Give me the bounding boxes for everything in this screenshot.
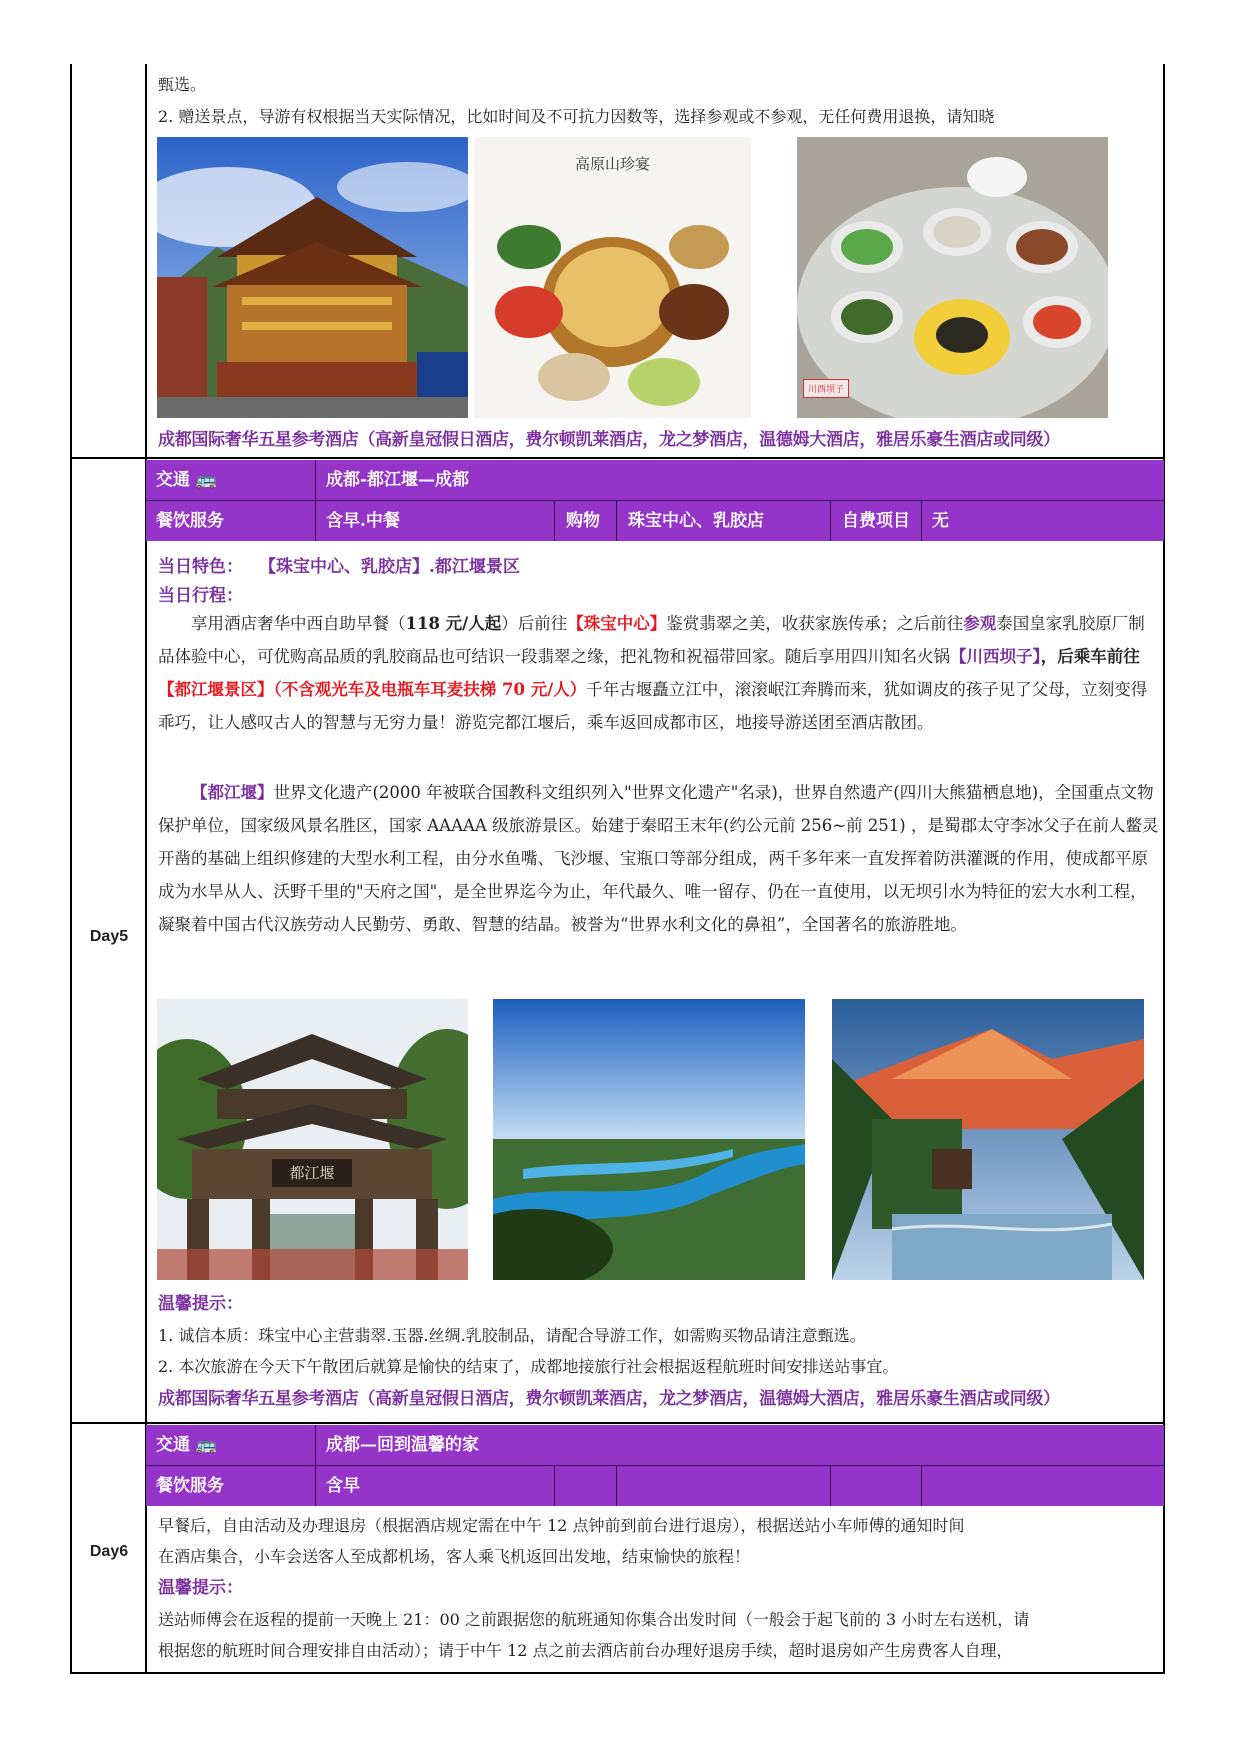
itinerary-text: 享用酒店奢华中西自助早餐（ (191, 614, 406, 633)
bar-separator (830, 501, 831, 541)
day6-transport-value: 成都—回到温馨的家 (326, 1435, 479, 1455)
bar-separator (921, 1466, 922, 1506)
table-border-bottom (70, 1672, 1165, 1674)
day5-label: Day5 (89, 928, 129, 945)
day6-tips-label: 温馨提示： (158, 1578, 243, 1598)
continuation-text-2: 2. 赠送景点，导游有权根据当天实际情况，比如时间及不可抗力因数等，选择参观或不参观，无任何费用退换，请知晓 (158, 107, 995, 126)
bar-separator (554, 501, 555, 541)
day5-meal-label: 餐饮服务 (156, 511, 224, 531)
food-photo-1 (474, 137, 751, 418)
day5-optional-value: 无 (932, 511, 949, 531)
dujiangyan-highlight: 【都江堰景区】（不含观光车及电瓶车耳麦扶梯 70 元/人） (158, 680, 587, 699)
hotel-note: 成都国际奢华五星参考酒店（高新皇冠假日酒店，费尔顿凯莱酒店，龙之梦酒店，温德姆大酒店，雅居乐豪生酒店或同级） (158, 1389, 1060, 1409)
day6-meal-bar (146, 1466, 1164, 1506)
day5-itinerary-paragraph (158, 607, 1160, 739)
dujiangyan-gate-photo (157, 999, 468, 1280)
day5-transport-value: 成都-都江堰—成都 (326, 470, 470, 490)
day5-transport-bar (146, 460, 1164, 500)
continuation-text-1: 甄选。 (158, 75, 207, 94)
restaurant-stamp: 川西坝子 (803, 379, 849, 398)
visit-highlight: 参观 (963, 614, 997, 633)
description-text: 世界文化遗产(2000 年被联合国教科文组织列入"世界文化遗产"名录)，世界自然遗产(四川大熊猫栖息地)，全国重点文物保护单位，国家级风景名胜区，国家 AAAAA 级旅游景区。始建于秦昭王末年(约公元前 256~前 251) ，是蜀郡太守李冰父子在前人鳖灵开凿的基础上组织修建的大型水利工程，由分水鱼嘴、飞沙堰、宝瓶口等部分组成，两千多年来一直发挥着防洪灌溉的作用，使成都平原成为水旱从人、沃野千里的"天府之国"，是全世界迄今为止，年代最久、唯一留存、仍在一直使用，以无坝引水为特征的宏大水利工程，凝聚着中国古代汉族劳动人民勤劳、勇敢、智慧的结晶。被誉为“世界水利文化的鼻祖”，全国著名的旅游胜地。 (158, 783, 1159, 934)
row-divider-day6 (70, 1422, 1165, 1424)
day5-tip-2: 2. 本次旅游在今天下午散团后就算是愉快的结束了，成都地接旅行社会根据返程航班时间安排送站事宜。 (158, 1357, 899, 1376)
day6-transport-label: 交通 🚌 (156, 1435, 218, 1455)
day5-feature (158, 552, 520, 577)
day6-tip-line-2: 根据您的航班时间合理安排自由活动）；请于中午 12 点之前去酒店前台办理好退房手续，超时退房如产生房费客人自理， (158, 1641, 1013, 1660)
feature-label: 当日特色： (158, 557, 243, 577)
sunset-mountain-photo (832, 999, 1144, 1280)
day6-label: Day6 (89, 1543, 129, 1560)
bar-separator (921, 501, 922, 541)
jewelry-center-highlight: 【珠宝中心】 (567, 614, 667, 633)
itinerary-text: 泰国皇家乳胶原厂制品体验中心，可优购高品质的乳胶商品也可结识一段翡翠之缘，把礼物和祝福带回家。随后享用四川知名火锅 (158, 614, 1145, 666)
bar-separator (315, 460, 316, 500)
dujiangyan-description (158, 776, 1160, 941)
feature-value: 【珠宝中心、乳胶店】.都江堰景区 (259, 557, 520, 577)
day5-transport-label: 交通 🚌 (156, 470, 218, 490)
bar-separator (315, 1466, 316, 1506)
river-aerial-photo (493, 999, 805, 1280)
hotpot-highlight: 【川西坝子】 (950, 647, 1041, 666)
day6-line-2: 在酒店集合，小车会送客人至成都机场，客人乘飞机返回出发地，结束愉快的旅程！ (158, 1547, 751, 1566)
itinerary-text: ）后前往 (501, 614, 568, 633)
day5-meal-value: 含早.中餐 (326, 511, 400, 531)
bar-separator (830, 1466, 831, 1506)
day5-shop-label: 购物 (566, 511, 600, 531)
table-border-left (70, 64, 72, 1674)
bar-separator (616, 501, 617, 541)
hotel-note: 成都国际奢华五星参考酒店（高新皇冠假日酒店，费尔顿凯莱酒店，龙之梦酒店，温德姆大酒店，雅居乐豪生酒店或同级） (158, 430, 1060, 450)
temple-photo (157, 137, 468, 418)
day6-transport-bar (146, 1425, 1164, 1465)
bar-separator (315, 501, 316, 541)
food-caption: 高原山珍宴 (574, 155, 650, 173)
bar-separator (315, 1425, 316, 1465)
day6-meal-value: 含早 (326, 1476, 360, 1496)
itinerary-text: ，后乘车前往 (1040, 647, 1140, 666)
day5-shop-value: 珠宝中心、乳胶店 (628, 511, 764, 531)
dujiangyan-title: 【都江堰】 (191, 783, 274, 802)
bus-icon: 🚌 (195, 470, 218, 490)
bar-separator (616, 1466, 617, 1506)
itinerary-text: 千年古堰矗立江中，滚滚岷江奔腾而来，犹如调皮的孩子见了父母，立刻变得乖巧，让人感叹古人的智慧与无穷力量！游览完都江堰后，乘车返回成都市区，地接导游送团至酒店散团。 (158, 680, 1148, 732)
day5-tips-label: 温馨提示： (158, 1294, 243, 1314)
food-photo-2 (797, 137, 1108, 418)
day6-tip-line-1: 送站师傅会在返程的提前一天晚上 21：00 之前跟据您的航班通知你集合出发时间（一般会于起飞前的 3 小时左右送机，请 (158, 1610, 1030, 1629)
day6-meal-label: 餐饮服务 (156, 1476, 224, 1496)
day5-meal-bar (146, 501, 1164, 541)
day6-line-1: 早餐后，自由活动及办理退房（根据酒店规定需在中午 12 点钟前到前台进行退房），根据送站小车师傅的通知时间 (158, 1516, 965, 1535)
itinerary-text: 鉴赏翡翠之美，收获家族传承；之后前往 (666, 614, 964, 633)
day5-tip-1: 1. 诚信本质：珠宝中心主营翡翠.玉器.丝绸.乳胶制品，请配合导游工作，如需购买物品请注意甄选。 (158, 1326, 866, 1345)
day5-itinerary-label: 当日行程： (158, 586, 243, 606)
bus-icon: 🚌 (195, 1435, 218, 1455)
breakfast-price: 118 元/人起 (405, 614, 502, 633)
day5-optional-label: 自费项目 (842, 511, 910, 531)
bar-separator (554, 1466, 555, 1506)
row-divider-day5 (70, 457, 1165, 459)
gate-sign: 都江堰 (289, 1164, 335, 1182)
